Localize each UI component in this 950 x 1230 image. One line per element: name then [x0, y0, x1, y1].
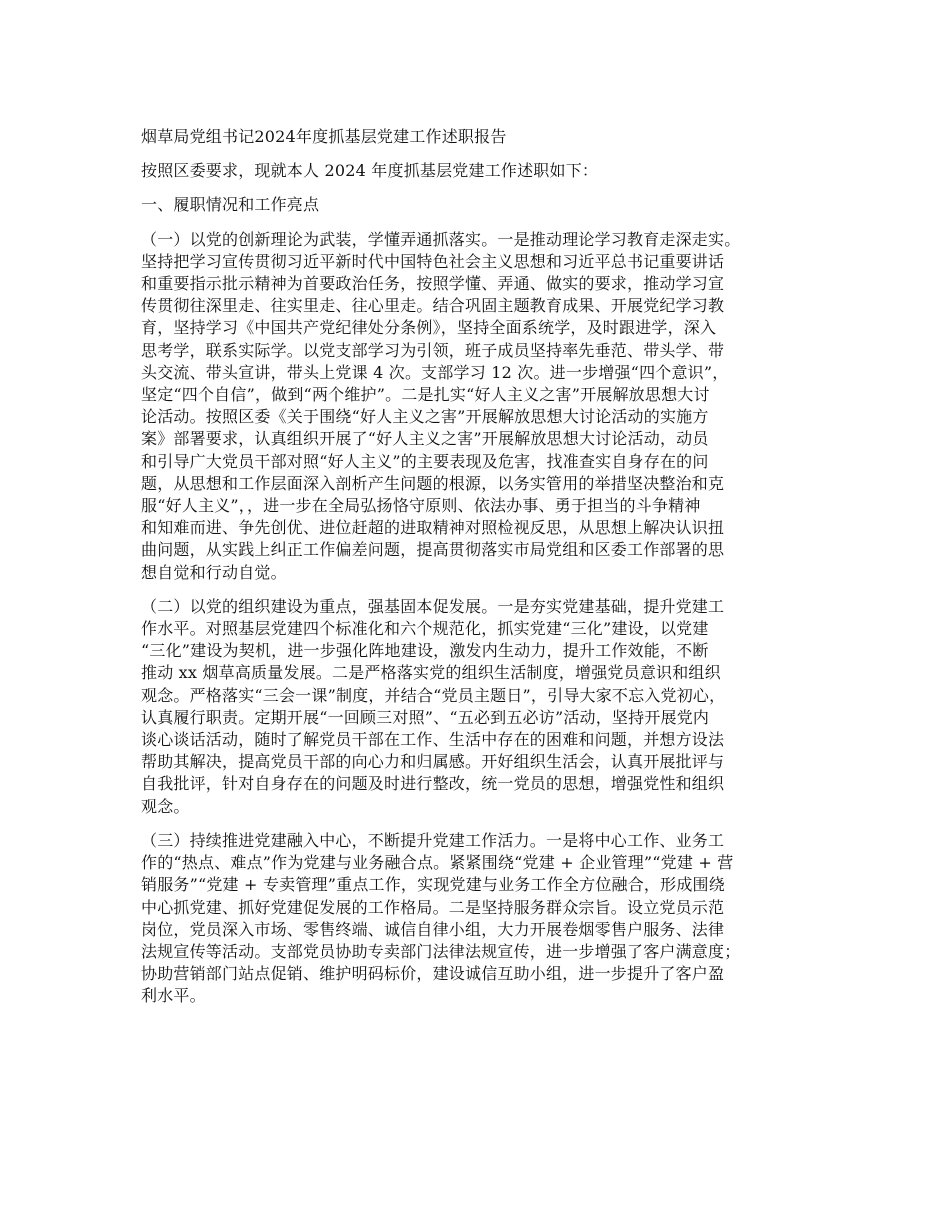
document-body: [141, 126, 825, 1020]
paragraph-line: 中心抓党建、抓好党建促发展的工作格局。二是坚持服务群众宗旨。设立党员示范: [141, 897, 725, 917]
paragraph-line: 协助营销部门站点促销、维护明码标价，建设诚信互助小组，进一步提升了客户盈: [141, 964, 725, 984]
paragraph-line: 服“好人主义”，，进一步在全局弘扬恪守原则、依法办事、勇于担当的斗争精神: [141, 496, 701, 516]
paragraph-line: （三）持续推进党建融入中心，不断提升党建工作活力。一是将中心工作、业务工: [141, 830, 725, 850]
paragraph-line: 题，从思想和工作层面深入剖析产生问题的根源，以务实管用的举措坚决整治和克: [141, 473, 725, 493]
paragraph-line: （一）以党的创新理论为武装，学懂弄通抓落实。一是推动理论学习教育走深走实。: [141, 229, 741, 249]
paragraph-line: 坚定“四个自信”，做到“两个维护”。二是扎实“好人主义之害”开展解放思想大讨: [141, 385, 710, 405]
paragraph-line: 传贯彻往深里走、往实里走、往心里走。结合巩固主题教育成果、开展党纪学习教: [141, 296, 725, 316]
intro-paragraph: 按照区委要求，现就本人 2024 年度抓基层党建工作述职如下：: [141, 161, 599, 181]
paragraph-line: 观念。: [141, 796, 190, 816]
paragraph-line: 销服务”“党建 + 专卖管理”重点工作，实现党建与业务工作全方位融合，形成围绕: [141, 875, 725, 895]
paragraph-line: 头交流、带头宣讲，带头上党课 4 次。支部学习 12 次。进一步增强“四个意识”，: [141, 362, 729, 382]
paragraph-line: “三化”建设为契机，进一步强化阵地建设，激发内生动力，提升工作效能，不断: [141, 641, 709, 661]
paragraph-line: 作的“热点、难点”作为党建与业务融合点。紧紧围绕“党建 + 企业管理”“党建 + 营: [141, 853, 734, 873]
paragraph-3: [141, 830, 825, 1008]
paragraph-line: 想自觉和行动自觉。: [141, 562, 287, 582]
paragraph-1: [141, 229, 825, 584]
paragraph-line: 法规宣传等活动。支部党员协助专卖部门法律法规宣传，进一步增强了客户满意度；: [141, 941, 741, 961]
paragraph-line: 育，坚持学习《中国共产党纪律处分条例》，坚持全面系统学，及时跟进学，深入: [141, 318, 717, 338]
paragraph-line: 曲问题，从实践上纠正工作偏差问题，提高贯彻落实市局党组和区委工作部署的思: [141, 540, 725, 560]
paragraph-line: 推动 xx 烟草高质量发展。二是严格落实党的组织生活制度，增强党员意识和组织: [141, 663, 721, 683]
paragraph-2: [141, 596, 825, 818]
paragraph-line: 坚持把学习宣传贯彻习近平新时代中国特色社会主义思想和习近平总书记重要讲话: [141, 251, 725, 271]
paragraph-line: 作水平。对照基层党建四个标准化和六个规范化，抓实党建“三化”建设，以党建: [141, 619, 709, 639]
paragraph-line: 认真履行职责。定期开展“一回顾三对照”、“五必到五必访”活动，坚持开展党内: [141, 707, 710, 727]
section-heading: 一、履职情况和工作亮点: [141, 195, 320, 215]
paragraph-line: 帮助其解决，提高党员干部的向心力和归属感。开好组织生活会，认真开展批评与: [141, 752, 725, 772]
document-title: 烟草局党组书记2024年度抓基层党建工作述职报告: [141, 127, 507, 146]
paragraph-line: 和知难而进、争先创优、进位赶超的进取精神对照检视反思，从思想上解决认识扭: [141, 518, 725, 538]
paragraph-line: 和重要指示批示精神为首要政治任务，按照学懂、弄通、做实的要求，推动学习宣: [141, 274, 725, 294]
paragraph-line: 利水平。: [141, 986, 206, 1006]
paragraph-line: 自我批评，针对自身存在的问题及时进行整改，统一党员的思想，增强党性和组织: [141, 774, 725, 794]
paragraph-line: （二）以党的组织建设为重点，强基固本促发展。一是夯实党建基础，提升党建工: [141, 596, 725, 616]
paragraph-line: 案》部署要求，认真组织开展了“好人主义之害”开展解放思想大讨论活动，动员: [141, 429, 709, 449]
paragraph-line: 论活动。按照区委《关于围绕“好人主义之害”开展解放思想大讨论活动的实施方: [141, 407, 709, 427]
paragraph-line: 思考学，联系实际学。以党支部学习为引领，班子成员坚持率先垂范、带头学、带: [141, 340, 725, 360]
paragraph-line: 观念。严格落实“三会一课”制度，并结合“党员主题日”，引导大家不忘入党初心，: [141, 685, 726, 705]
paragraph-line: 和引导广大党员干部对照“好人主义”的主要表现及危害，找准查实自身存在的问: [141, 451, 709, 471]
paragraph-line: 谈心谈话活动，随时了解党员干部在工作、生活中存在的困难和问题，并想方设法: [141, 730, 725, 750]
paragraph-line: 岗位，党员深入市场、零售终端、诚信自律小组，大力开展卷烟零售户服务、法律: [141, 919, 725, 939]
